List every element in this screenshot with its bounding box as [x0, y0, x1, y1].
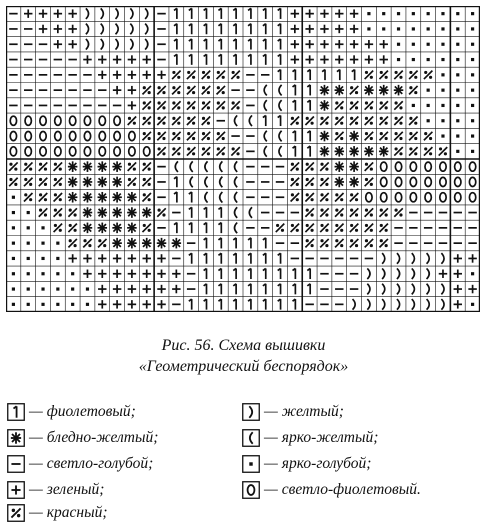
grid-cell-dot — [367, 12, 370, 15]
grid-cell-dot — [41, 242, 44, 245]
grid-cell-dot — [427, 43, 430, 46]
grid-cell-asterisk — [157, 238, 167, 249]
grid-cell-asterisk — [320, 131, 330, 142]
grid-cell-asterisk — [379, 146, 389, 157]
grid-cell-asterisk — [98, 177, 108, 188]
grid-cell-dot — [12, 196, 15, 199]
grid-cell-asterisk — [68, 192, 78, 203]
legend-dash: — — [264, 455, 278, 472]
grid-cell-dot — [412, 12, 415, 15]
grid-cell-asterisk — [349, 177, 359, 188]
legend-item-yellow — [242, 401, 344, 423]
grid-cell-asterisk — [349, 161, 359, 172]
legend-label: ярко-голубой; — [281, 455, 372, 472]
grid-cell-asterisk — [98, 223, 108, 234]
grid-cell-dot — [441, 73, 444, 76]
grid-cell-dot — [471, 12, 474, 15]
symbol-paren-right-icon — [242, 403, 260, 421]
grid-cell-dot — [12, 226, 15, 229]
grid-cell-dot — [441, 104, 444, 107]
grid-cell-dot — [471, 89, 474, 92]
grid-cell-dot — [456, 43, 459, 46]
legend-item-pale-yellow — [7, 427, 158, 449]
grid-cell-dot — [471, 43, 474, 46]
grid-cell-asterisk — [68, 161, 78, 172]
grid-cell-dot — [71, 287, 74, 290]
legend-dash: — — [29, 403, 43, 420]
grid-cell-dot — [27, 303, 30, 306]
legend-label: ярко-желтый; — [281, 429, 379, 446]
grid-cell-dot — [441, 43, 444, 46]
legend-label: бледно-желтый; — [46, 429, 159, 446]
grid-cell-asterisk — [127, 238, 137, 249]
grid-cell-dot — [27, 257, 30, 260]
grid-cell-asterisk — [394, 85, 404, 96]
grid-cell-dot — [397, 58, 400, 61]
grid-cell-dot — [397, 43, 400, 46]
grid-cell-asterisk — [335, 161, 345, 172]
grid-cell-dot — [56, 287, 59, 290]
legend-dash: — — [29, 504, 43, 521]
grid-cell-dot — [441, 89, 444, 92]
grid-cell-dot — [41, 257, 44, 260]
grid-cell-asterisk — [349, 131, 359, 142]
grid-cell-dot — [456, 27, 459, 30]
legend-dash: — — [264, 403, 278, 420]
grid-cell-asterisk — [112, 238, 122, 249]
grid-cell-dot — [382, 27, 385, 30]
grid-cell-dot — [382, 12, 385, 15]
grid-cell-dot — [71, 272, 74, 275]
figure-caption-subtitle: «Геометрический беспорядок» — [138, 358, 349, 375]
symbol-dot-icon — [242, 455, 260, 473]
grid-cell-asterisk — [379, 85, 389, 96]
grid-cell-dot — [456, 134, 459, 137]
grid-cell-asterisk — [142, 238, 152, 249]
grid-cell-asterisk — [320, 100, 330, 111]
grid-cell-dot — [12, 272, 15, 275]
grid-cell-dot — [441, 27, 444, 30]
grid-cell-dot — [27, 272, 30, 275]
grid-cell-dot — [441, 134, 444, 137]
symbol-asterisk-icon — [7, 429, 25, 447]
legend-label: желтый; — [281, 403, 344, 420]
grid-cell-dot — [456, 104, 459, 107]
grid-cell-dot — [471, 73, 474, 76]
grid-cell-asterisk — [364, 85, 374, 96]
legend-label: зеленый; — [46, 481, 105, 498]
grid-cell-dot — [471, 272, 474, 275]
grid-cell-asterisk — [349, 146, 359, 157]
grid-cell-dot — [56, 242, 59, 245]
legend-label: красный; — [46, 504, 108, 521]
grid-cell-dot — [71, 303, 74, 306]
grid-cell-asterisk — [83, 192, 93, 203]
grid-cell-dot — [41, 226, 44, 229]
legend-item-green — [7, 479, 104, 501]
legend-dash: — — [264, 481, 278, 498]
grid-cell-asterisk — [112, 223, 122, 234]
legend-item-light-violet — [242, 479, 421, 501]
legend-dash: — — [29, 455, 43, 472]
grid-cell-asterisk — [142, 207, 152, 218]
grid-cell-dot — [412, 104, 415, 107]
legend-label: светло-голубой; — [46, 455, 154, 472]
grid-cell-dot — [427, 104, 430, 107]
grid-cell-dot — [456, 58, 459, 61]
grid-cell-asterisk — [335, 146, 345, 157]
grid-cell-dot — [471, 27, 474, 30]
grid-cell-dot — [367, 27, 370, 30]
symbol-circle-icon — [242, 481, 260, 499]
legend-dash: — — [264, 429, 278, 446]
grid-cell-dot — [427, 27, 430, 30]
grid-cell-dot — [441, 12, 444, 15]
legend-item-bright-yellow — [242, 427, 378, 449]
grid-cell-asterisk — [112, 177, 122, 188]
grid-cell-dot — [12, 242, 15, 245]
grid-cell-asterisk — [112, 207, 122, 218]
grid-cell-asterisk — [320, 146, 330, 157]
grid-cell-asterisk — [320, 85, 330, 96]
symbol-one-icon — [7, 403, 25, 421]
grid-cell-dot — [456, 89, 459, 92]
grid-cell-dot — [56, 303, 59, 306]
grid-cell-asterisk — [83, 207, 93, 218]
legend-item-violet — [7, 401, 136, 423]
grid-cell-dot — [441, 119, 444, 122]
grid-cell-dot — [86, 303, 89, 306]
embroidery-chart-grid — [6, 6, 480, 312]
legend-item-bright-blue — [242, 453, 371, 475]
legend-dash: — — [29, 429, 43, 446]
grid-cell-dot — [41, 287, 44, 290]
grid-cell-dot — [397, 12, 400, 15]
grid-cell-dot — [12, 257, 15, 260]
grid-cell-asterisk — [364, 146, 374, 157]
grid-cell-asterisk — [112, 161, 122, 172]
grid-cell-asterisk — [83, 161, 93, 172]
grid-cell-dot — [412, 27, 415, 30]
grid-cell-asterisk — [98, 161, 108, 172]
grid-cell-dot — [397, 27, 400, 30]
grid-cell-asterisk — [335, 177, 345, 188]
grid-cell-dot — [427, 12, 430, 15]
grid-cell-asterisk — [98, 192, 108, 203]
legend-label: фиолетовый; — [46, 403, 136, 420]
grid-cell-dot — [12, 211, 15, 214]
grid-cell-dot — [412, 43, 415, 46]
symbol-cross-icon — [7, 504, 25, 522]
grid-cell-dot — [471, 150, 474, 153]
grid-cell-asterisk — [112, 192, 122, 203]
grid-cell-dot — [427, 89, 430, 92]
grid-cell-asterisk — [127, 207, 137, 218]
grid-cell-asterisk — [83, 223, 93, 234]
grid-cell-asterisk — [68, 177, 78, 188]
grid-cell-dot — [12, 287, 15, 290]
legend-item-light-blue — [7, 453, 153, 475]
grid-cell-dot — [456, 12, 459, 15]
grid-cell-dot — [471, 119, 474, 122]
grid-cell-dot — [412, 58, 415, 61]
grid-cell-dot — [56, 272, 59, 275]
grid-cell-dot — [27, 242, 30, 245]
legend-label: светло-фиолетовый. — [281, 481, 421, 498]
symbol-plus-icon — [7, 481, 25, 499]
grid-cell-dot — [427, 58, 430, 61]
grid-cell-asterisk — [127, 192, 137, 203]
grid-cell-dot — [456, 73, 459, 76]
grid-cell-dot — [456, 119, 459, 122]
grid-cell-dot — [41, 272, 44, 275]
grid-cell-dot — [86, 287, 89, 290]
grid-cell-dot — [471, 303, 474, 306]
grid-cell-dot — [27, 211, 30, 214]
grid-cell-dot — [56, 257, 59, 260]
grid-cell-dot — [12, 303, 15, 306]
grid-cell-asterisk — [83, 177, 93, 188]
symbol-dash-icon — [7, 455, 25, 473]
legend-item-red — [7, 502, 108, 524]
grid-cell-dot — [27, 287, 30, 290]
grid-cell-dot — [471, 134, 474, 137]
grid-cell-dot — [427, 119, 430, 122]
grid-cell-dot — [27, 226, 30, 229]
grid-cell-asterisk — [172, 238, 182, 249]
grid-cell-dot — [471, 58, 474, 61]
grid-cell-dot — [441, 58, 444, 61]
grid-cell-asterisk — [335, 85, 345, 96]
grid-cell-asterisk — [127, 223, 137, 234]
grid-cell-dot — [41, 303, 44, 306]
symbol-paren-left-icon — [242, 429, 260, 447]
grid-cell-dot — [456, 150, 459, 153]
figure-caption-title: Рис. 56. Схема вышивки — [161, 337, 326, 354]
grid-cell-asterisk — [98, 207, 108, 218]
legend-dash: — — [29, 481, 43, 498]
grid-cell-dot — [471, 104, 474, 107]
